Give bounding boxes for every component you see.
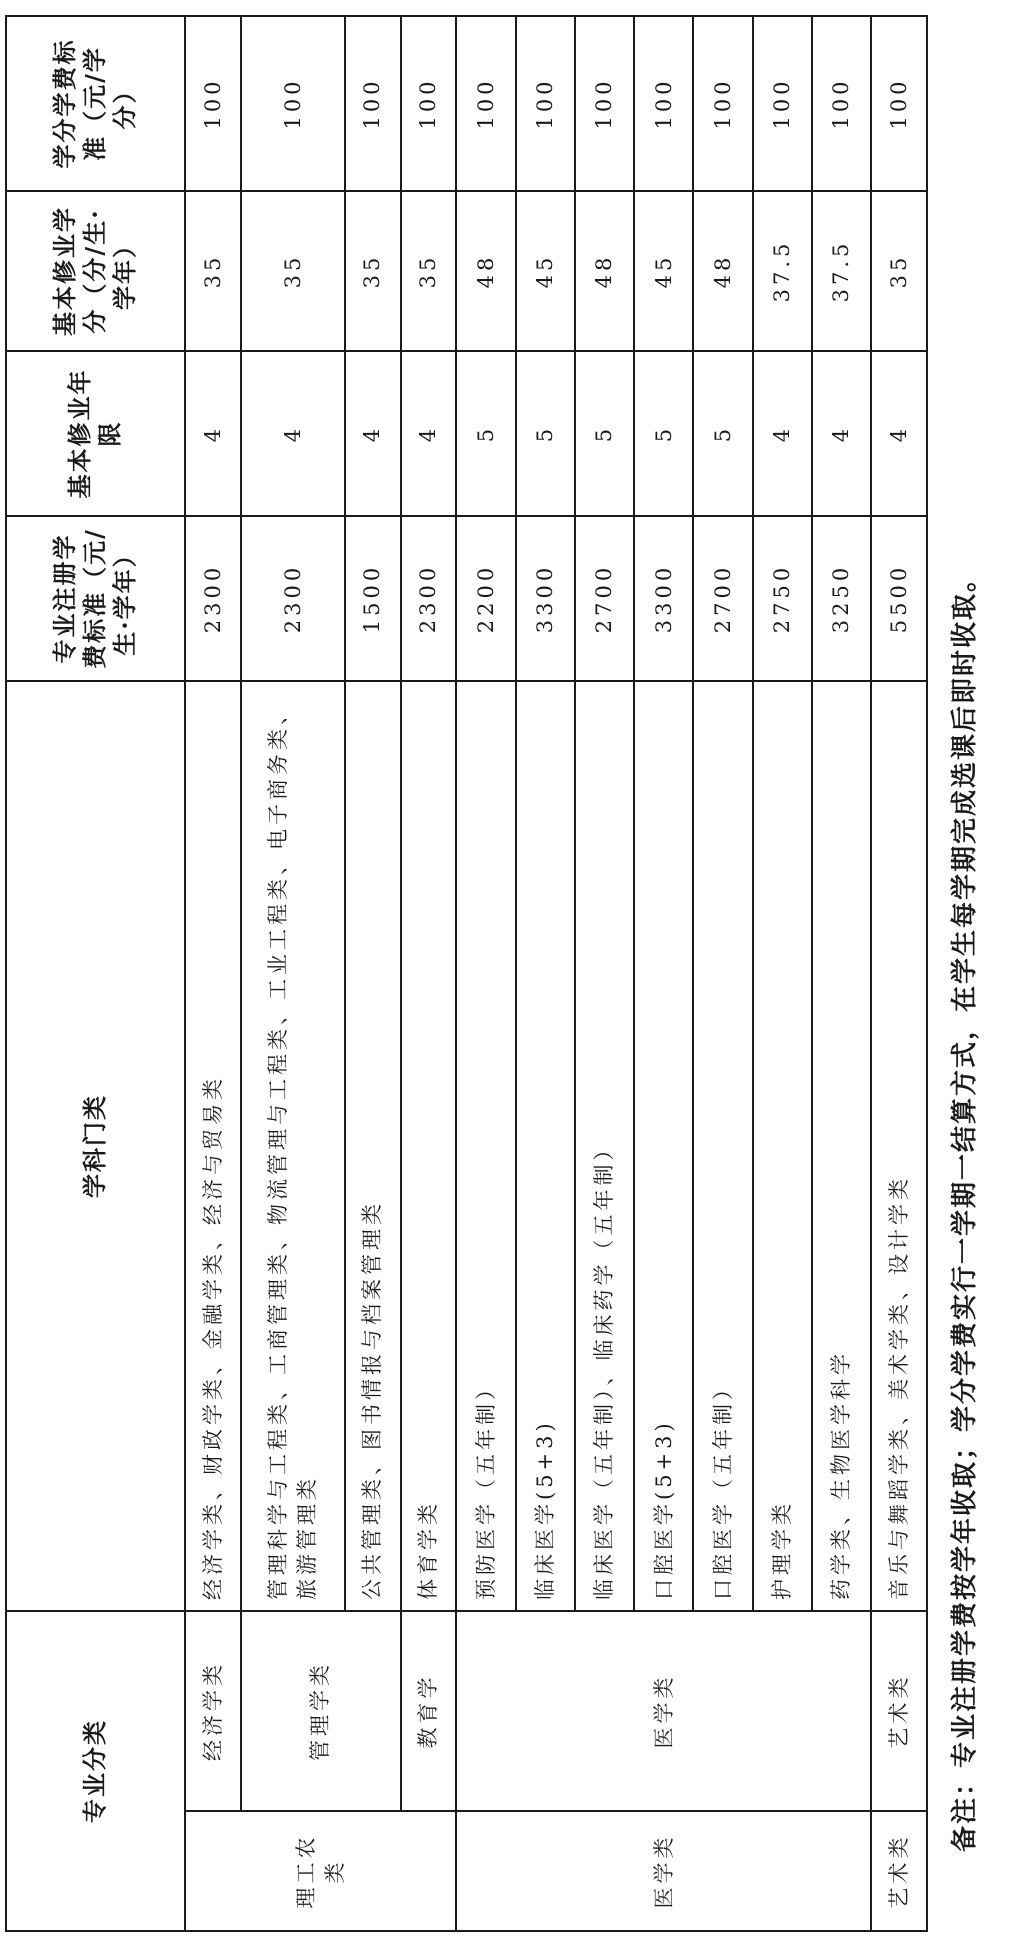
credits-cell: 37.5 — [753, 191, 812, 351]
header-registration-fee: 专业注册学费标准（元/生·学年） — [6, 516, 185, 681]
fee-standard-table — [5, 15, 928, 1932]
registration-fee-cell: 2300 — [241, 516, 345, 681]
registration-fee-cell: 2750 — [753, 516, 812, 681]
credits-cell: 37.5 — [812, 191, 871, 351]
years-cell: 4 — [812, 351, 871, 516]
registration-fee-cell: 1500 — [345, 516, 401, 681]
years-cell: 5 — [634, 351, 693, 516]
subgroup-jingji: 经济学类 — [185, 1611, 241, 1811]
registration-fee-cell: 3300 — [516, 516, 575, 681]
credit-fee-cell: 100 — [185, 16, 241, 191]
discipline-cell: 体育学类 — [401, 681, 457, 1611]
years-cell: 5 — [516, 351, 575, 516]
subgroup-jiaoyu: 教育学 — [401, 1611, 457, 1811]
group-ligongnong: 理工农类 — [185, 1811, 457, 1931]
years-cell: 4 — [185, 351, 241, 516]
subgroup-yishu: 艺术类 — [871, 1611, 927, 1811]
credit-fee-cell: 100 — [345, 16, 401, 191]
discipline-cell: 口腔医学(5+3) — [634, 681, 693, 1611]
years-cell: 5 — [575, 351, 634, 516]
years-cell: 4 — [345, 351, 401, 516]
discipline-cell: 音乐与舞蹈学类、美术学类、设计学类 — [871, 681, 927, 1611]
discipline-cell: 药学类、生物医学科学 — [812, 681, 871, 1611]
credits-cell: 45 — [516, 191, 575, 351]
registration-fee-cell: 5500 — [871, 516, 927, 681]
credits-cell: 35 — [241, 191, 345, 351]
credits-cell: 35 — [871, 191, 927, 351]
credit-fee-cell: 100 — [812, 16, 871, 191]
subgroup-yixue: 医学类 — [456, 1611, 871, 1811]
years-cell: 5 — [693, 351, 752, 516]
credits-cell: 48 — [693, 191, 752, 351]
group-yixue: 医学类 — [456, 1811, 871, 1931]
credit-fee-cell: 100 — [401, 16, 457, 191]
footnote: 备注：专业注册学费按学年收取；学分学费实行一学期一结算方式，在学生每学期完成选课后即时收取。 — [950, 563, 980, 1852]
discipline-cell: 临床医学(5+3) — [516, 681, 575, 1611]
credit-fee-cell: 100 — [634, 16, 693, 191]
discipline-cell: 临床医学（五年制）、临床药学（五年制） — [575, 681, 634, 1611]
discipline-cell: 预防医学（五年制） — [456, 681, 515, 1611]
registration-fee-cell: 2700 — [693, 516, 752, 681]
header-category: 专业分类 — [6, 1611, 185, 1931]
table-row — [401, 16, 457, 1931]
years-cell: 4 — [753, 351, 812, 516]
registration-fee-cell: 2700 — [575, 516, 634, 681]
credit-fee-cell: 100 — [693, 16, 752, 191]
header-credits: 基本修业学分（分/生·学年） — [6, 191, 185, 351]
subgroup-guanli: 管理学类 — [241, 1611, 401, 1811]
registration-fee-cell: 2300 — [401, 516, 457, 681]
credit-fee-cell: 100 — [753, 16, 812, 191]
credit-fee-cell: 100 — [456, 16, 515, 191]
registration-fee-cell: 3250 — [812, 516, 871, 681]
years-cell: 5 — [456, 351, 515, 516]
discipline-cell: 公共管理类、图书情报与档案管理类 — [345, 681, 401, 1611]
credits-cell: 45 — [634, 191, 693, 351]
years-cell: 4 — [241, 351, 345, 516]
group-yishu: 艺术类 — [871, 1811, 927, 1931]
registration-fee-cell: 2300 — [185, 516, 241, 681]
credits-cell: 35 — [401, 191, 457, 351]
table-row — [456, 16, 515, 1931]
years-cell: 4 — [871, 351, 927, 516]
registration-fee-cell: 3300 — [634, 516, 693, 681]
header-row — [6, 16, 185, 1931]
discipline-cell: 管理科学与工程类、工商管理类、物流管理与工程类、工业工程类、电子商务类、旅游管理类 — [241, 681, 345, 1611]
credit-fee-cell: 100 — [575, 16, 634, 191]
registration-fee-cell: 2200 — [456, 516, 515, 681]
discipline-cell: 护理学类 — [753, 681, 812, 1611]
header-discipline: 学科门类 — [6, 681, 185, 1611]
header-credit-fee: 学分学费标准（元/学分） — [6, 16, 185, 191]
years-cell: 4 — [401, 351, 457, 516]
table-row — [185, 16, 241, 1931]
header-years: 基本修业年限 — [6, 351, 185, 516]
credits-cell: 48 — [575, 191, 634, 351]
credits-cell: 35 — [185, 191, 241, 351]
table-row — [241, 16, 345, 1931]
credit-fee-cell: 100 — [516, 16, 575, 191]
discipline-cell: 口腔医学（五年制） — [693, 681, 752, 1611]
credits-cell: 48 — [456, 191, 515, 351]
discipline-cell: 经济学类、财政学类、金融学类、经济与贸易类 — [185, 681, 241, 1611]
credits-cell: 35 — [345, 191, 401, 351]
table-row — [871, 16, 927, 1931]
credit-fee-cell: 100 — [871, 16, 927, 191]
credit-fee-cell: 100 — [241, 16, 345, 191]
